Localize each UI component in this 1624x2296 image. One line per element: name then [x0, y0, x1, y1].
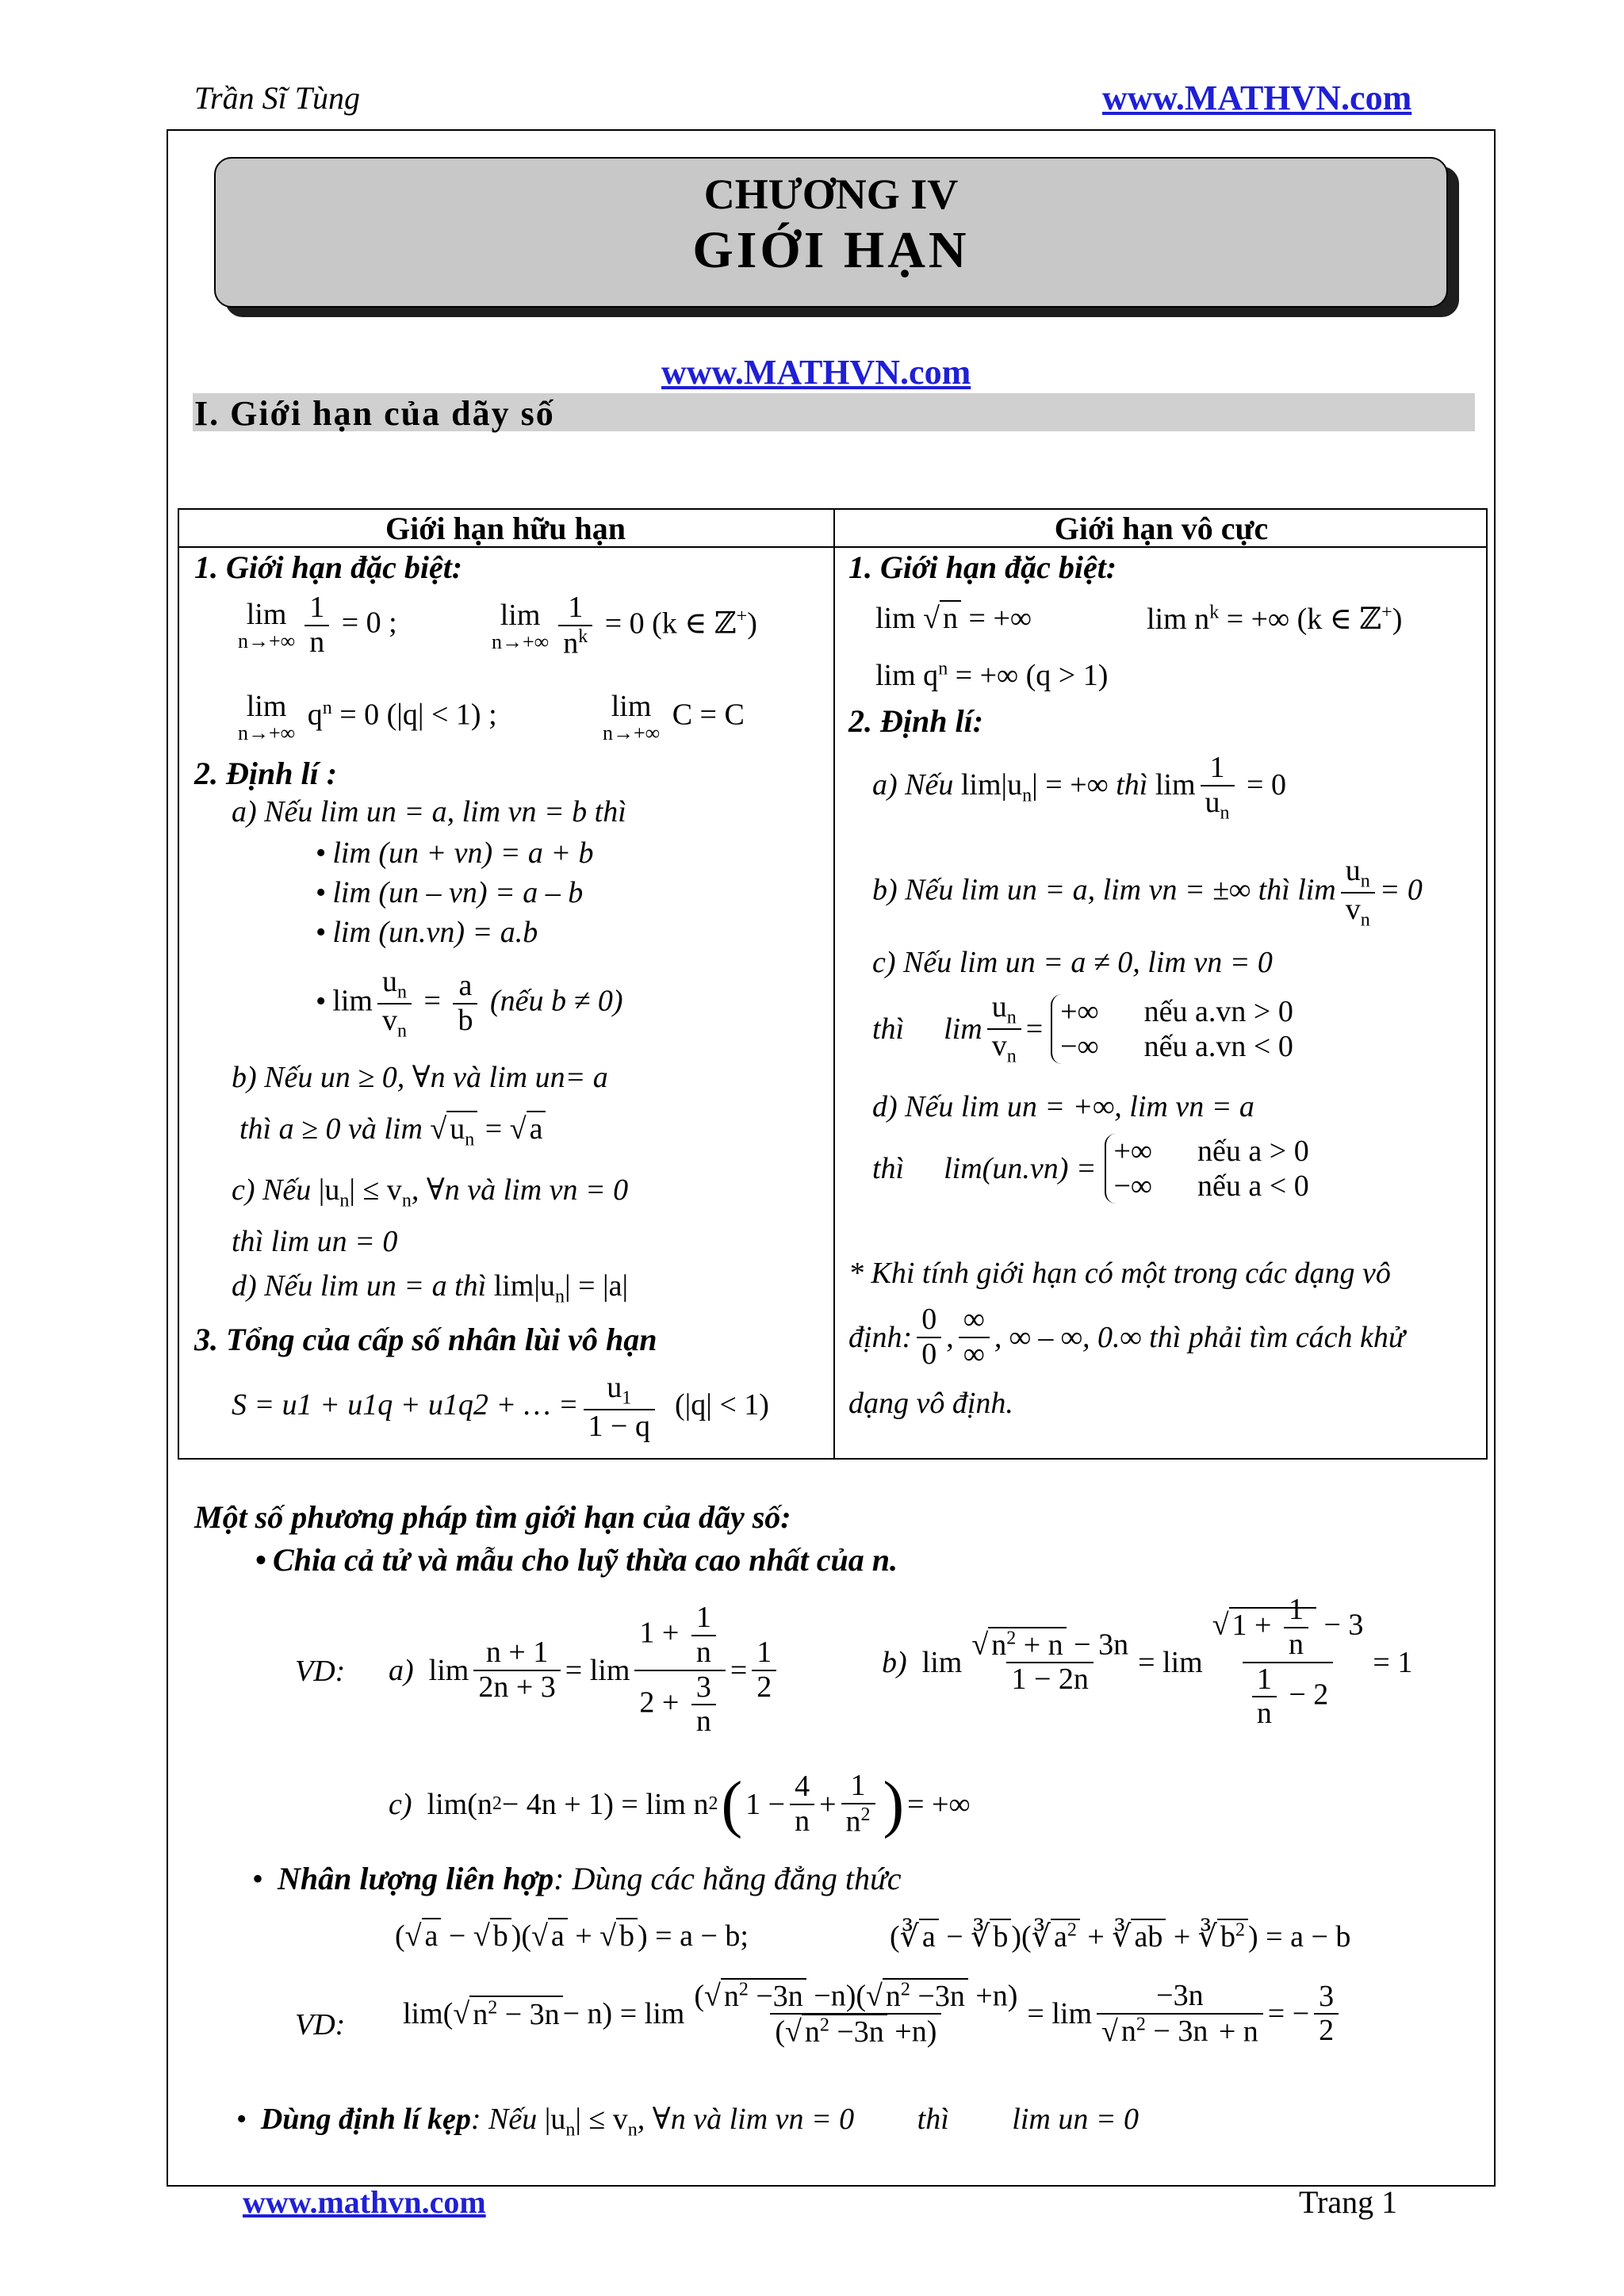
method-squeeze: • Dùng định lí kẹp: Nếu $|u_n| \le v_n$, ∀n và lim vn = 0 thì lim un = 0: [236, 2101, 1139, 2141]
formula-lim-qn-inf: $\lim q^n$ = +∞ (q > 1): [875, 658, 1109, 692]
right-thm-c: c) Nếu lim un = a ≠ 0, lim vn = 0: [872, 946, 1273, 979]
right-note-1: * Khi tính giới hạn có một trong các dạng vô: [848, 1257, 1391, 1290]
footer-page-number: Trang 1: [1299, 2184, 1398, 2220]
method-conjugate-tail: : Dùng các hằng đẳng thức: [553, 1861, 902, 1896]
right-c-case2: nếu a.vn < 0: [1143, 1029, 1293, 1063]
formula-lim-sqrt-n: lim √ n = +∞: [875, 602, 1032, 635]
header-website-link[interactable]: www.MATHVN.com: [1102, 78, 1412, 117]
right-thm-b-text: b) Nếu lim un = a, lim vn = ±∞ thì lim: [872, 873, 1336, 907]
left-thm-b-text: thì a ≥ 0 và lim: [239, 1112, 423, 1146]
vd-label-1: VD:: [295, 1655, 346, 1688]
left-quot-note: (nếu b ≠ 0): [489, 984, 623, 1018]
chapter-number: CHƯƠNG IV: [703, 170, 959, 218]
method-squeeze-result: lim un = 0: [1012, 2103, 1139, 2136]
right-note-3: dạng vô định.: [848, 1387, 1013, 1420]
right-note-2b: , ∞ – ∞, 0.∞ thì phải tìm cách khử: [994, 1320, 1405, 1354]
right-thm-d-cases: thì lim(un.vn) = +∞ nếu a > 0 −∞ nếu a < 0: [872, 1135, 1309, 1203]
example-b: b) lim √ $n^2 + n - 3n$ 1 − 2n = lim √ 1 + $\frac{1}{n}$ − 3 $\frac{1}{n}$ − 2 = 1: [882, 1593, 1413, 1731]
section-title: I. Giới hạn của dãy số: [194, 394, 555, 433]
right-note-2: định: 0 0 , ∞ ∞ , ∞ – ∞, 0.∞ thì phải tìm cách khử: [848, 1303, 1405, 1371]
example-conjugate: lim(√ $n^2 - 3n$ − n) = lim (√ $n^2 -3n -n)(√$ $n^2 -3n +n$) (√ $n^2 -3n +n$) = lim −3n √ $n^2 - 3n + n$ = − 3 2: [403, 1979, 1343, 2049]
right-thm-d: d) Nếu lim un = +∞, lim vn = a: [872, 1090, 1254, 1123]
right-c-case1: nếu a.vn > 0: [1143, 994, 1293, 1028]
methods-title: Một số phương pháp tìm giới hạn của dãy số:: [194, 1499, 791, 1535]
right-d-case1: nếu a > 0: [1197, 1135, 1309, 1168]
table-bottom-divider: [178, 1458, 1488, 1460]
left-bullet-prod: • lim (un.vn) = a.b: [316, 915, 538, 950]
method-conjugate: [252, 1860, 902, 1897]
method-squeeze-then: thì: [917, 2103, 949, 2136]
right-h2: 2. Định lí:: [848, 703, 984, 739]
method-divide: • Chia cả tử và mẫu cho luỹ thừa cao nhất của n.: [255, 1541, 898, 1578]
left-thm-d: d) Nếu lim un = a thì $\lim|u_n| = |a|$: [232, 1269, 629, 1307]
formula-lim-c: lim n→+∞ C = C: [603, 690, 745, 744]
right-h1: 1. Giới hạn đặc biệt:: [848, 549, 1117, 585]
left-h3: 3. Tổng của cấp số nhân lùi vô hạn: [194, 1322, 657, 1357]
example-a: a) lim n + 1 2n + 3 = lim 1 + $\frac{1}{n}$ 2 + $\frac{3}{n}$ = 1 2: [389, 1601, 781, 1739]
left-geo-sum-text: S = u1 + u1q + u1q2 + … =: [232, 1388, 579, 1422]
left-bullet-diff: • lim (un – vn) = a – b: [316, 875, 583, 910]
right-d-case2: nếu a < 0: [1197, 1169, 1309, 1203]
left-thm-b: b) Nếu un ≥ 0, ∀n và lim un= a: [232, 1061, 608, 1094]
right-thm-d-lim: lim(un.vn) =: [944, 1152, 1097, 1185]
right-thm-d-then: thì: [872, 1152, 905, 1185]
footer-website-link[interactable]: www.mathvn.com: [243, 2184, 486, 2220]
chapter-box: [214, 157, 1448, 308]
method-squeeze-tail: : Nếu: [470, 2103, 538, 2136]
formula-lim-1-over-n: lim n→+∞ $\frac{1}{n}$ = 0 ;: [238, 591, 397, 659]
right-thm-a-text: a) Nếu: [872, 768, 954, 802]
right-note-2a: định:: [848, 1320, 913, 1354]
formula-lim-qn: lim n→+∞ $q^n = 0$ (|q| < 1) ;: [238, 690, 497, 744]
table-column-divider: [833, 508, 835, 1460]
left-thm-c: c) Nếu $|u_n| \le v_n$, ∀n và lim vn = 0: [232, 1173, 629, 1211]
right-thm-c-then: thì: [872, 1012, 905, 1046]
example-c: c) lim(n 2 − 4n + 1) = lim n 2 ( 1 − 4 n + 1 $n^2$ ) = +∞: [389, 1769, 971, 1839]
left-thm-a: a) Nếu lim un = a, lim vn = b thì: [232, 795, 626, 828]
left-thm-c2: thì lim un = 0: [232, 1225, 398, 1258]
col-right-header: Giới hạn vô cực: [1054, 511, 1269, 546]
method-conjugate-title: Nhân lượng liên hợp: [278, 1861, 554, 1896]
left-h1: 1. Giới hạn đặc biệt:: [194, 549, 463, 585]
right-thm-a-then: thì: [1116, 768, 1148, 802]
right-thm-c-cases: thì lim $u_n$ $v_n$ = +∞ nếu a.vn > 0 −∞ nếu a.vn < 0: [872, 990, 1293, 1067]
left-thm-c-tail: , ∀n và lim vn = 0: [411, 1173, 629, 1207]
left-h2: 2. Định lí :: [194, 756, 338, 791]
left-thm-b-result: thì a ≥ 0 và lim √ $u_n$ = √ a: [239, 1112, 546, 1151]
center-website-link[interactable]: www.MATHVN.com: [661, 353, 971, 392]
left-thm-c-text: c) Nếu: [232, 1173, 312, 1207]
right-thm-a: a) Nếu $\lim|u_n|$ = +∞ thì lim $\frac{1}{u_n}$ = 0: [872, 751, 1286, 824]
right-thm-b: b) Nếu lim un = a, lim vn = ±∞ thì lim $\frac{u_n}{v_n}$ = 0: [872, 854, 1423, 931]
identity-sqrt: (√ a − √ b )(√ a + √ b ) = a − b;: [395, 1919, 749, 1953]
left-geo-sum: S = u1 + u1q + u1q2 + … = $\frac{u_1}{1 - q}$ (|q| < 1): [232, 1371, 769, 1443]
formula-lim-nk: $\lim n^k$ = +∞ (k ∈ ℤ+): [1147, 602, 1403, 636]
chapter-title: GIỚI HẠN: [692, 221, 970, 279]
identity-cbrt: (∛ a − ∛ b )(∛ $a^2$ + ∛ ab + ∛ $b^2$ ) = a − b: [890, 1919, 1351, 1954]
header-author: Trần Sĩ Tùng: [194, 80, 360, 116]
col-left-header: Giới hạn hữu hạn: [385, 511, 626, 546]
method-squeeze-title: Dùng định lí kẹp: [260, 2103, 471, 2136]
vd-label-2: VD:: [295, 2008, 346, 2042]
left-bullet-quot: • lim $\frac{u_n}{v_n}$ = $\frac{a}{b}$ (nếu b ≠ 0): [316, 966, 622, 1042]
right-thm-b-tail: = 0: [1379, 873, 1423, 907]
formula-lim-1-over-nk: lim n→+∞ $\frac{1}{n^k}$ = 0 (k ∈ ℤ+): [492, 591, 757, 660]
left-bullet-sum: • lim (un + vn) = a + b: [316, 836, 593, 871]
method-squeeze-mid: , ∀n và lim vn = 0: [637, 2103, 855, 2136]
left-thm-d-text: d) Nếu lim un = a thì: [232, 1269, 487, 1303]
